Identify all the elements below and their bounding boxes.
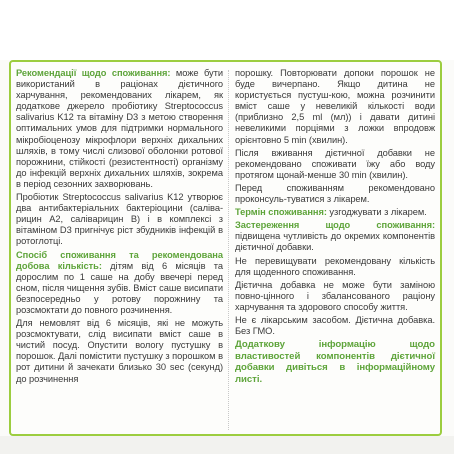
term-text: узгоджувати з лікарем. xyxy=(326,207,427,218)
warning-paragraph-2: Не перевищувати рекомендовану кількість для щоденного споживання. xyxy=(235,255,435,277)
info-panel xyxy=(9,60,442,436)
probiotic-paragraph: Пробіотик Streptococcus salivarius K12 утворює два антибактеріальних бактеріоцини (саліва-рицин A2, саліварицин B) і в комплексі з вітаміном D3 пригнічує ріст збудників інфекцій в ротоглотці. xyxy=(16,192,223,247)
recommendations-text: може бути використаний в раціонах дієтичного харчування, рекомендованих лікарем, як додаткове джерело пробіотику Streptococcus salivarius K12 та вітаміну D3 з метою створення оптимальних умов для підтримки нормального мікробіоценозу мікрофлори верхніх дихальних шляхів, в тому числі слизової оболонки ротової порожнини, стійкості (резистентності) організму до інфекцій верхніх дихальних шляхів, зокрема в період сезонних захворювань. xyxy=(16,68,223,189)
warning-paragraph xyxy=(235,220,435,253)
infants-paragraph: Для немовлят від 6 місяців, які не можуть розсмоктувати, слід висипати вміст саше в чистий посуд. Опустити вологу пустушку в порошок. Далі помістити пустушку з порошком в рот дитини й зачекати близько 30 sec (секунд) до розчинення xyxy=(16,318,223,384)
usage-heading: Спосіб споживання та рекомендована добова кількість: xyxy=(16,249,223,271)
usage-paragraph xyxy=(16,250,223,317)
continuation-paragraph-3: Перед споживанням рекомендовано проконсуль-туватися з лікарем. xyxy=(235,182,435,205)
warning-heading: Застереження щодо споживання: xyxy=(235,220,435,231)
right-column xyxy=(235,68,435,388)
continuation-paragraph-2: Після вживання дієтичної добавки не рекомендовано споживати їжу або воду протягом щонай-менше 30 min (хвилин). xyxy=(235,147,435,180)
continuation-paragraph-1: порошку. Повторювати допоки порошок не буде вичерпано. Якщо дитина не користується пустуш-кою, можна розчинити вміст саше у невеликій кількості води (приблизно 2,5 ml (мл)) і давати дитині невеликими порціями з ложки впродовж орієнтовно 5 min (хвилин). xyxy=(235,68,435,145)
left-column xyxy=(16,68,223,387)
bottom-margin xyxy=(0,436,454,454)
top-margin xyxy=(0,0,454,60)
warning-paragraph-3: Дієтична добавка не може бути заміною повно-цінного і збалансованого раціону харчування та здорового способу життя. xyxy=(235,279,435,312)
recommendations-paragraph xyxy=(16,68,223,190)
term-heading: Термін споживання: xyxy=(235,207,327,218)
term-paragraph xyxy=(235,207,435,218)
additional-info: Додаткову інформацію щодо властивостей компонентів дієтичної добавки дивіться в інформаційному листі. xyxy=(235,339,435,385)
usage-text: дітям від 6 місяців та дорослим по 1 саше на добу ввечері перед сном, після чищення зубів. Вміст саше висипати безпосередньо у ротову порожнину та розсмоктати до повного розчинення. xyxy=(16,260,223,315)
column-divider xyxy=(228,70,229,430)
warning-paragraph-4: Не є лікарським засобом. Дієтична добавка. Без ГМО. xyxy=(235,314,435,337)
warning-text: підвищена чутливість до окремих компонентів дієтичної добавки. xyxy=(235,231,435,253)
recommendations-heading: Рекомендації щодо споживання: xyxy=(16,68,171,78)
